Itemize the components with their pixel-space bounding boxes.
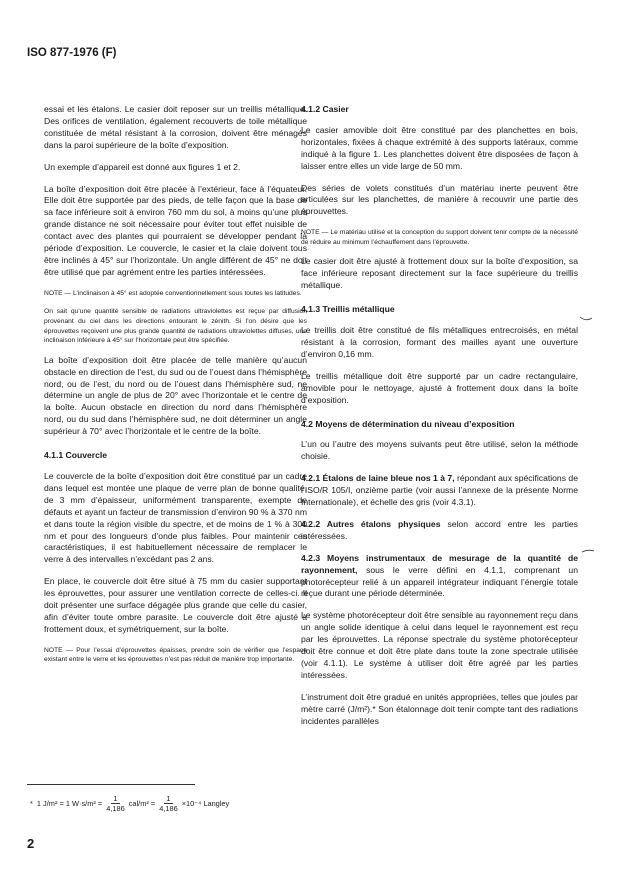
fraction-numerator: 1: [166, 794, 171, 803]
subsection-title: 4.2.3 Moyens instrumentaux de mesurage de la quantité de rayonnement,: [301, 552, 578, 575]
paragraph: L’instrument doit être gradué en unités appropriées, telles que joules par mètre carré (J/m²).* Son étalonnage doit tenir compte tant des radiations incidentes parallèles: [301, 691, 578, 726]
footnote-tail: ×10⁻⁴ Langley: [181, 799, 230, 808]
paragraph-text: selon accord entre les parties intéressées.: [301, 518, 578, 541]
footnote-lhs: 1 J/m² = 1 W·s/m² =: [36, 799, 103, 808]
paragraph: Le casier doit être ajusté à frottement doux sur la boîte d’exposition, sa face inférieure reposant directement sur la face supérieure du treillis métallique.: [301, 256, 578, 291]
paragraph-text: sous le verre défini en 4.1.1, comprenant un photorécepteur relié à un appareil intégrateur indiquant l’énergie totale reçue durant une période déterminée.: [301, 564, 578, 599]
note: NOTE — Pour l’essai d’éprouvettes épaisses, prendre soin de vérifier que l’espace existant entre le verre et les éprouvettes n’est pas réduit de manière trop importante.: [44, 646, 307, 664]
paragraph: Le système photorécepteur doit être sensible au rayonnement reçu dans un angle solide identique à celui dans lequel le rayonnement est reçu par les éprouvettes. La réponse spectrale du système photorécepteur doit être connue et doit être plate dans toute la zone spectrale utilisée (voir 4.1.1). Le système à utiliser doit être agréé par les parties intéressées.: [301, 610, 578, 680]
paragraph-4-2-2: [301, 519, 578, 543]
footnote-marker: *: [30, 799, 33, 808]
paragraph: Le casier amovible doit être constitué par des planchettes en bois, horizontales, fixées à chaque extrémité à des supports latéraux, comme indiqué à la figure 1. Les planchettes doivent être disposées de façon à laisser entre elles un vide large de 50 mm.: [301, 124, 578, 171]
margin-mark-icon: [579, 316, 593, 322]
paragraph: Le couvercle de la boîte d’exposition doit être constitué par un cadre dans lequel est montée une plaque de verre plan de bonne qualité, de 3 mm d’épaisseur, uniformément transparente, exempte de défauts et ayant un facteur de transmission d’environ 90 % à 370 nm et dans toute la région visible du spectre, et de moins de 1 % à 300 nm et pour des longueurs d’onde plus faibles. Pour maintenir ces caractéristiques, il est habituellement nécessaire de remplacer le verre à des intervalles n’excédant pas 2 ans.: [44, 471, 307, 565]
paragraph: L’un ou l’autre des moyens suivants peut être utilisé, selon la méthode choisie.: [301, 439, 578, 462]
paragraph-4-2-1: [301, 473, 578, 509]
paragraph-4-2-3: [301, 553, 578, 601]
note: On sait qu’une quantité sensible de radiations ultraviolettes est reçue par diffusion provenant du ciel dans les directions entourant le zénith. Si l’on désire que les éprouvettes reçoivent une plus grande quantité de radiations ultraviolettes diffuses, une inclinaison inférieure à 45° sur l’horizontale peut être spécifiée.: [44, 308, 307, 345]
subsection-title: 4.2.1 Étalons de laine bleue nos 1 à 7,: [301, 473, 455, 484]
right-column: [301, 104, 578, 738]
paragraph: Un exemple d’appareil est donné aux figures 1 et 2.: [44, 161, 241, 172]
note: NOTE — L’inclinaison à 45° est adoptée conventionnellement sous toutes les latitudes.: [44, 289, 302, 297]
margin-mark-icon: [581, 548, 595, 554]
footnote: [30, 794, 229, 813]
footnote-mid: cal/m² =: [128, 799, 156, 808]
left-column: [44, 104, 307, 674]
paragraph: Des séries de volets constitués d’un matériau inerte peuvent être articulées sur les planchettes, de manière à recouvrir une partie des éprouvettes.: [301, 182, 578, 217]
paragraph: Le treillis métallique doit être supporté par un cadre rectangulaire, amovible pour le nettoyage, ajusté à frottement doux dans la boîte d’exposition.: [301, 370, 578, 405]
paragraph: essai et les étalons. Le casier doit reposer sur un treillis métallique. Des orifices de ventilation, également recouverts de toile métallique constituée de métal résistant à la corrosion, doivent être ménagés dans la paroi supérieure de la boîte d’exposition.: [44, 104, 307, 150]
paragraph: En place, le couvercle doit être situé à 75 mm du casier supportant les éprouvettes, pour assurer une ventilation correcte de celles-ci. Il doit présenter une surface dégagée plus grande que celle du casier, afin d’éviter toute ombre parasite. Le couvercle doit être ajusté à frottement doux, et symétriquement, sur la boîte.: [44, 576, 307, 634]
paragraph: Le treillis doit être constitué de fils métalliques entrecroisés, en métal résistant à la corrosion, formant des mailles ayant une ouverture d’environ 0,16 mm.: [301, 325, 578, 359]
section-heading-4-2: 4.2 Moyens de détermination du niveau d’exposition: [301, 418, 515, 429]
fraction-numerator: 1: [113, 794, 118, 803]
paragraph: La boîte d’exposition doit être placée de telle manière qu’aucun obstacle en direction de l’est, du sud ou de l’ouest dans l’hémisphère nord, ou de l’est, du nord ou de l’ouest dans l’hémisphère sud, ne détermine un angle de plus de 20° avec l’horizontale et le centre de la boîte. Aucun obstacle en direction du nord dans l’hémisphère nord, ou du sud dans l’hémisphère sud, ne doit déterminer un angle supérieur à 70° avec l’horizontale et le centre de la boîte.: [44, 354, 307, 437]
subsection-title: 4.2.2 Autres étalons physiques: [301, 518, 441, 529]
section-heading-4-1-1: 4.1.1 Couvercle: [44, 450, 108, 461]
section-heading-4-1-3: 4.1.3 Treillis métallique: [301, 304, 395, 315]
fraction-denominator: 4,186: [159, 804, 178, 813]
document-header: ISO 877-1976 (F): [27, 47, 117, 59]
paragraph-text: répondant aux spécifications de l’ISO/R 105/I, onzième partie (voir aussi l’annexe de la présente Norme Internationale), et échelle des gris (voir 4.3.1).: [301, 473, 578, 508]
fraction-denominator: 4,186: [106, 804, 125, 813]
page-number: 2: [27, 836, 35, 851]
fraction: [159, 794, 178, 813]
note: NOTE — Le matériau utilisé et la conception du support doivent tenir compte de la nécessité de réduire au minimum l’échauffement dans l’éprouvette.: [301, 229, 578, 246]
fraction: [106, 794, 125, 813]
footnote-separator: [27, 784, 195, 785]
paragraph: La boîte d’exposition doit être placée à l’extérieur, face à l’équateur. Elle doit être supportée par des pieds, de telle façon que la base de sa face inférieure soit à environ 760 mm du sol, à moins qu’une plus grande distance ne soit nécessaire pour éviter tout effet nuisible de contact avec des plantes qui pourraient se développer pendant la période d’exposition. Le couvercle, le casier et la claie doivent tous être inclinés à 45° sur l’horizontale. Un angle différent de 45° ne doit être utilisé que par agrément entre les parties intéressées.: [44, 183, 307, 277]
section-heading-4-1-2: 4.1.2 Casier: [301, 104, 349, 114]
